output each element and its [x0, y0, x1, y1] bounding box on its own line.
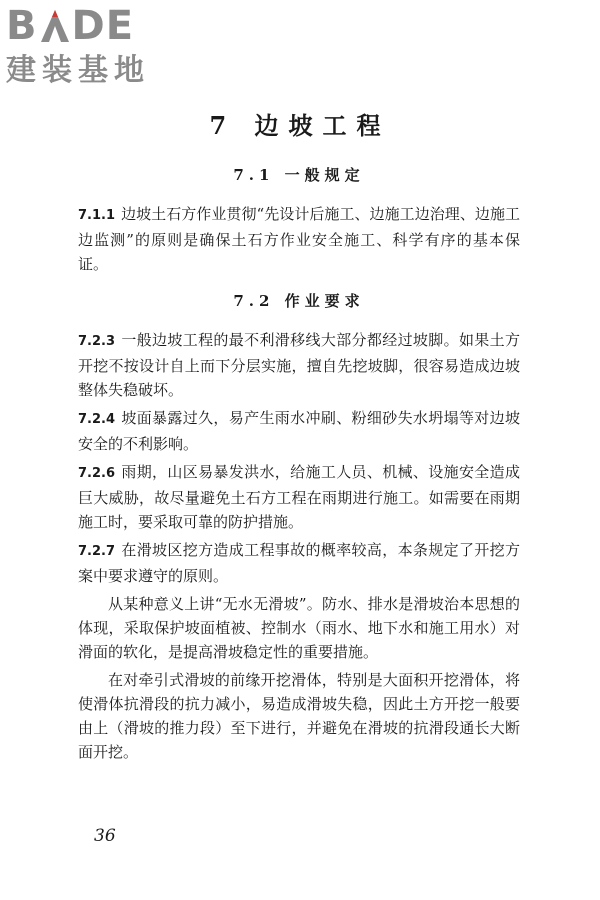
clause-paragraph	[78, 328, 520, 402]
clause-paragraph	[78, 202, 520, 276]
explanation-paragraph: 在对牵引式滑坡的前缘开挖滑体，特别是大面积开挖滑体，将使滑体抗滑段的抗力减小，易造成滑坡失稳，因此土方开挖一般要由上（滑坡的推力段）至下进行，并避免在滑坡的抗滑段通长大断面开挖。	[78, 671, 520, 761]
clause-number: 7.2.3	[78, 334, 116, 349]
logo-letters-de: DE	[71, 3, 135, 49]
clause-paragraph	[78, 460, 520, 534]
bade-logo	[6, 4, 176, 96]
clause-paragraph	[78, 406, 520, 456]
section-7-1	[78, 160, 520, 276]
logo-wordmark	[6, 4, 176, 48]
clause-text: 在滑坡区挖方造成工程事故的概率较高，本条规定了开挖方案中要求遵守的原则。	[78, 541, 520, 585]
explanation-paragraph: 从某种意义上讲“无水无滑坡”。防水、排水是滑坡治本思想的体现，采取保护坡面植被、控制水（雨水、地下水和施工用水）对滑面的软化，是提高滑坡稳定性的重要措施。	[78, 595, 520, 661]
clause-text: 一般边坡工程的最不利滑移线大部分都经过坡脚。如果土方开挖不按设计自上而下分层实施，擅自先挖坡脚，很容易造成边坡整体失稳破坏。	[78, 331, 520, 399]
logo-subtitle: 建装基地	[6, 53, 150, 88]
logo-letter-b: B	[6, 3, 38, 49]
clause-number: 7.2.6	[78, 466, 116, 481]
chapter-title: 7 边坡工程	[209, 111, 391, 140]
clause-number: 7.2.7	[78, 544, 116, 559]
clause-text: 雨期，山区易暴发洪水，给施工人员、机械、设施安全造成巨大威胁，故尽量避免土石方工程在雨期进行施工。如需要在雨期施工时，要采取可靠的防护措施。	[78, 463, 520, 531]
section-title: 7.2 作业要求	[233, 292, 365, 310]
clause-number: 7.2.4	[78, 412, 116, 427]
page-number: 36	[94, 826, 116, 846]
section-title: 7.1 一般规定	[233, 166, 365, 184]
document-body	[78, 160, 520, 768]
clause-paragraph	[78, 538, 520, 588]
clause-text: 坡面暴露过久，易产生雨水冲刷、粉细砂失水坍塌等对边坡安全的不利影响。	[78, 409, 520, 453]
clause-number: 7.1.1	[78, 208, 116, 223]
clause-text: 边坡土石方作业贯彻“先设计后施工、边施工边治理、边施工边监测”的原则是确保土石方作业安全施工、科学有序的基本保证。	[78, 205, 520, 273]
section-7-2	[78, 286, 520, 764]
logo-a-icon	[39, 8, 71, 44]
